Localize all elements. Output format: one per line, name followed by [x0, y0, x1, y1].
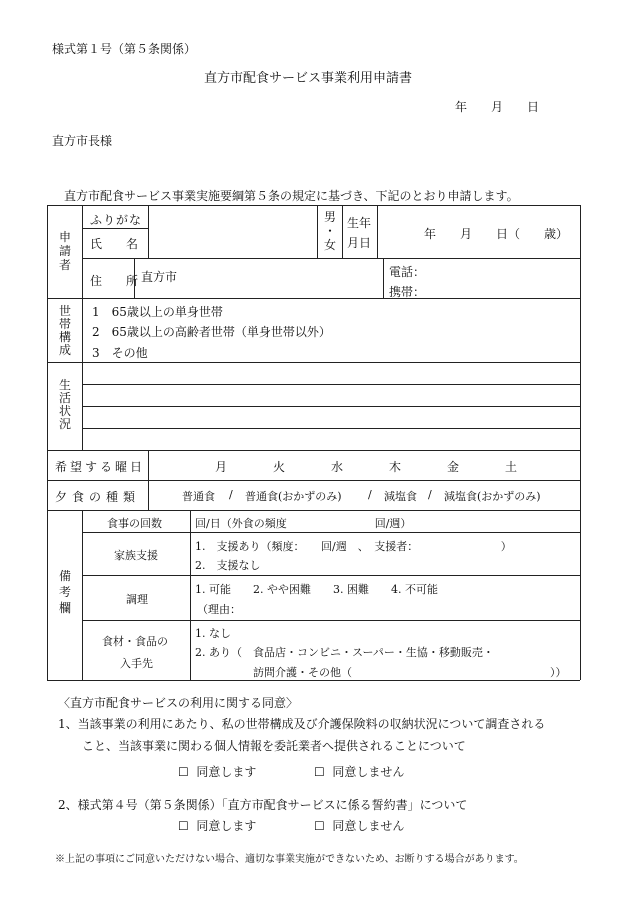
food-source-label-line1: 食材・食品の — [102, 635, 168, 648]
birth-label: 生年月日 — [347, 216, 372, 250]
cooking-options[interactable]: 1. 可能 2. やや困難 3. 困難 4. 不可能 — [195, 583, 438, 596]
family-support-option-1[interactable]: 1. 支援あり（頻度： 回/週 、 支援者： ） — [195, 540, 512, 553]
consent-heading: 〈直方市配食サービスの利用に関する同意〉 — [58, 696, 299, 710]
consent-item-2: 2、様式第４号（第５条関係）「直方市配食サービスに係る誓約書」について — [58, 798, 468, 812]
cooking-label: 調理 — [126, 593, 148, 606]
meal-count-field[interactable]: 回/日（外食の頻度 回/週） — [195, 517, 412, 530]
meal-count-label: 食事の回数 — [107, 517, 162, 530]
food-source-option-2[interactable]: 2. あり（ 食品店・コンビニ・スーパー・生協・移動販売・ — [195, 646, 494, 659]
form-number: 様式第１号（第５条関係） — [52, 42, 197, 56]
meal-low-salt[interactable]: 減塩食 — [384, 490, 417, 503]
day-sat[interactable]: 土 — [505, 460, 518, 474]
meal-separator: / — [229, 488, 233, 501]
consent1-disagree-option[interactable] — [314, 763, 404, 780]
living-section-label: 生 活 状 況 — [58, 378, 71, 431]
name-field[interactable] — [150, 207, 316, 255]
living-situation-field[interactable] — [84, 364, 578, 448]
remarks-section-label: 備 考 欄 — [58, 569, 71, 615]
furigana-label: ふりがな — [90, 213, 143, 227]
checkbox-icon[interactable]: ☐ — [314, 819, 325, 833]
days-label: 希望する曜日 — [55, 460, 146, 474]
checkbox-icon[interactable]: ☐ — [178, 819, 189, 833]
mobile-label: 携帯： — [389, 285, 426, 299]
checkbox-icon[interactable]: ☐ — [178, 765, 189, 779]
consent-note: ※上記の事項にご同意いただけない場合、適切な事業実施ができないため、お断りする場合があります。 — [55, 854, 524, 865]
consent2-agree-option[interactable] — [178, 817, 256, 834]
consent-item-1: 1、当該事業の利用にあたり、私の世帯構成及び介護保険料の収納状況について調査される — [58, 717, 546, 731]
day-fri[interactable]: 金 — [447, 460, 460, 474]
agree-label: 同意します — [196, 819, 257, 833]
name-label: 氏 名 — [90, 237, 139, 251]
address-label: 住 所 — [90, 274, 139, 288]
day-wed[interactable]: 水 — [331, 460, 344, 474]
meal-normal[interactable]: 普通食 — [182, 490, 215, 503]
sex-label[interactable]: 男 ・ 女 — [323, 210, 336, 252]
intro-text: 直方市配食サービス事業実施要綱第５条の規定に基づき、下記のとおり申請します。 — [64, 189, 519, 203]
checkbox-icon[interactable]: ☐ — [314, 765, 325, 779]
meal-low-salt-side-only[interactable]: 減塩食(おかずのみ) — [444, 490, 541, 503]
meal-normal-side-only[interactable]: 普通食(おかずのみ) — [245, 490, 342, 503]
disagree-label: 同意しません — [332, 765, 405, 779]
food-source-label-line2: 入手先 — [120, 657, 153, 670]
food-source-option-2-cont[interactable]: 訪問介護・その他（ ）） — [253, 666, 567, 679]
consent-item-1-cont: こと、当該事業に関わる個人情報を委託業者へ提供されることについて — [82, 739, 466, 753]
date-line: 年 月 日 — [455, 100, 540, 114]
birthdate-field[interactable]: 年 月 日（ 歳） — [424, 227, 569, 241]
addressee: 直方市長様 — [52, 134, 113, 148]
meal-separator: / — [368, 488, 372, 501]
food-source-option-1[interactable]: 1. なし — [195, 627, 231, 640]
address-field[interactable]: 直方市 — [141, 270, 178, 284]
consent1-agree-option[interactable] — [178, 763, 256, 780]
household-option-2[interactable]: 2 65歳以上の高齢者世帯（単身世帯以外） — [92, 325, 331, 339]
family-support-label: 家族支援 — [114, 549, 158, 562]
household-section-label: 世 帯 構 成 — [58, 304, 71, 357]
consent2-disagree-option[interactable] — [314, 817, 404, 834]
applicant-section-label: 申 請 者 — [58, 230, 71, 272]
phone-label: 電話： — [389, 265, 426, 279]
meal-type-label: 夕食の種類 — [55, 490, 141, 504]
day-thu[interactable]: 木 — [389, 460, 402, 474]
household-option-1[interactable]: 1 65歳以上の単身世帯 — [92, 305, 223, 319]
agree-label: 同意します — [196, 765, 257, 779]
cooking-reason[interactable]: （理由： — [197, 603, 241, 616]
disagree-label: 同意しません — [332, 819, 405, 833]
household-option-3[interactable]: 3 その他 — [92, 346, 148, 360]
day-tue[interactable]: 火 — [273, 460, 286, 474]
family-support-option-2[interactable]: 2. 支援なし — [195, 559, 261, 572]
day-mon[interactable]: 月 — [215, 460, 228, 474]
page-title: 直方市配食サービス事業利用申請書 — [204, 71, 413, 86]
meal-separator: / — [428, 488, 432, 501]
